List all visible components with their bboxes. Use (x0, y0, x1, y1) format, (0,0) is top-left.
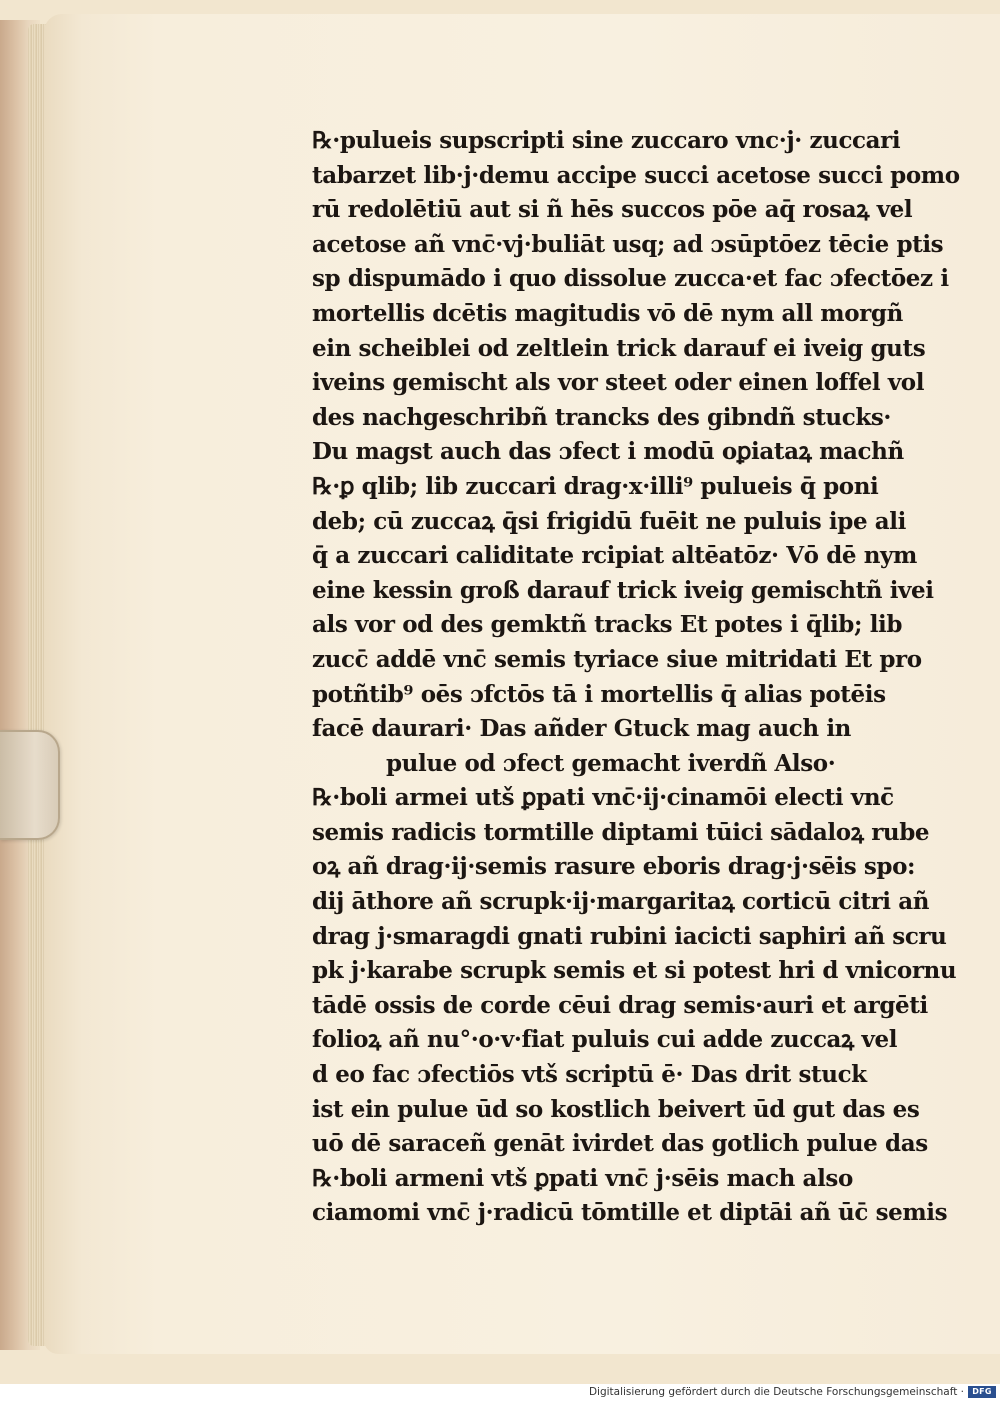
text-line: deb; cū zuccaꝝ q̄si frigidū fuēit ne puluis ipe ali (312, 507, 906, 535)
dfg-logo: DFG (968, 1386, 996, 1398)
text-line: als vor od des gemktñ tracks Et potes i q̄lib; lib (312, 611, 903, 639)
text-line: oꝝ añ drag·ij·semis rasure eboris drag·j·sēis spo: (312, 853, 916, 881)
text-line: iveins gemischt als vor steet oder einen loffel vol (312, 369, 925, 397)
text-line: sp dispumādo i quo dissolue zucca·et fac ɔfectōez i (312, 265, 949, 293)
text-line: rū redolētiū aut si ñ hēs succos pōe aq̄ rosaꝝ vel (312, 196, 913, 224)
text-line: ℞·pulueis supscripti sine zuccaro vnc·j· zuccari (312, 127, 901, 154)
page-clip (0, 730, 60, 840)
text-line: acetose añ vnc̄·vj·buliāt usq; ad ɔsūptōez tēcie ptis (312, 230, 944, 258)
text-line: mortellis dcētis magitudis vō dē nym all morgñ (312, 299, 903, 327)
text-line: des nachgeschribñ trancks des gibndñ stucks· (312, 403, 892, 431)
footer-credit: Digitalisierung gefördert durch die Deutsche Forschungsgemeinschaft · (588, 1386, 964, 1398)
text-line: ℞·ꝑ qlib; lib zuccari drag·x·illi⁹ pulueis q̄ poni (312, 472, 879, 500)
text-line: ein scheiblei od zeltlein trick darauf ei iveig guts (312, 334, 926, 362)
text-line: ciamomi vnc̄ j·radicū tōmtille et diptāi añ ūc̄ semis (312, 1199, 948, 1227)
text-line: q̄ a zuccari caliditate rcipiat altēatōz· Vō dē nym (312, 542, 917, 570)
text-line: drag j·smaragdi gnati rubini iacicti saphiri añ scru (312, 922, 947, 950)
text-line: ist ein pulue ūd so kostlich beivert ūd gut das es (312, 1095, 920, 1123)
text-line: dij āthore añ scrupk·ij·margaritaꝝ corticū citri añ (312, 888, 930, 916)
text-line: potñtib⁹ oēs ɔfctōs tā i mortellis q̄ alias potēis (312, 680, 886, 708)
text-line: folioꝝ añ nu°·o·v·fiat puluis cui adde zuccaꝝ vel (312, 1026, 898, 1054)
printed-page (44, 14, 1000, 1354)
text-line: uō dē saraceñ genāt ivirdet das gotlich pulue das (312, 1130, 928, 1158)
text-block (312, 124, 962, 1231)
text-line: eine kessin groß darauf trick iveig gemischtñ ivei (312, 576, 934, 604)
text-line: pk j·karabe scrupk semis et si potest hri d vnicornu (312, 957, 957, 985)
text-line: ℞·boli armei utš ꝑpati vnc̄·ij·cinamōi electi vnc̄ (312, 784, 894, 812)
text-line: Du magst auch das ɔfect i modū oꝑiataꝝ machñ (312, 438, 904, 466)
text-line: pulue od ɔfect gemacht iverdñ Also· (386, 749, 836, 777)
text-line: tabarzet lib·j·demu accipe succi acetose succi pomo (312, 161, 960, 189)
text-line: ℞·boli armeni vtš ꝑpati vnc̄ j·sēis mach also (312, 1164, 853, 1192)
text-line: d eo fac ɔfectiōs vtš scriptū ē· Das drit stuck (312, 1061, 867, 1089)
footer-bar (0, 1384, 1000, 1401)
text-line: semis radicis tormtille diptami tūici sādaloꝝ rube (312, 818, 930, 846)
text-line: tādē ossis de corde cēui drag semis·auri et argēti (312, 991, 928, 1019)
text-line: facē daurari· Das añder Gtuck mag auch in (312, 715, 851, 743)
text-line: zucc̄ addē vnc̄ semis tyriace siue mitridati Et pro (312, 645, 922, 673)
